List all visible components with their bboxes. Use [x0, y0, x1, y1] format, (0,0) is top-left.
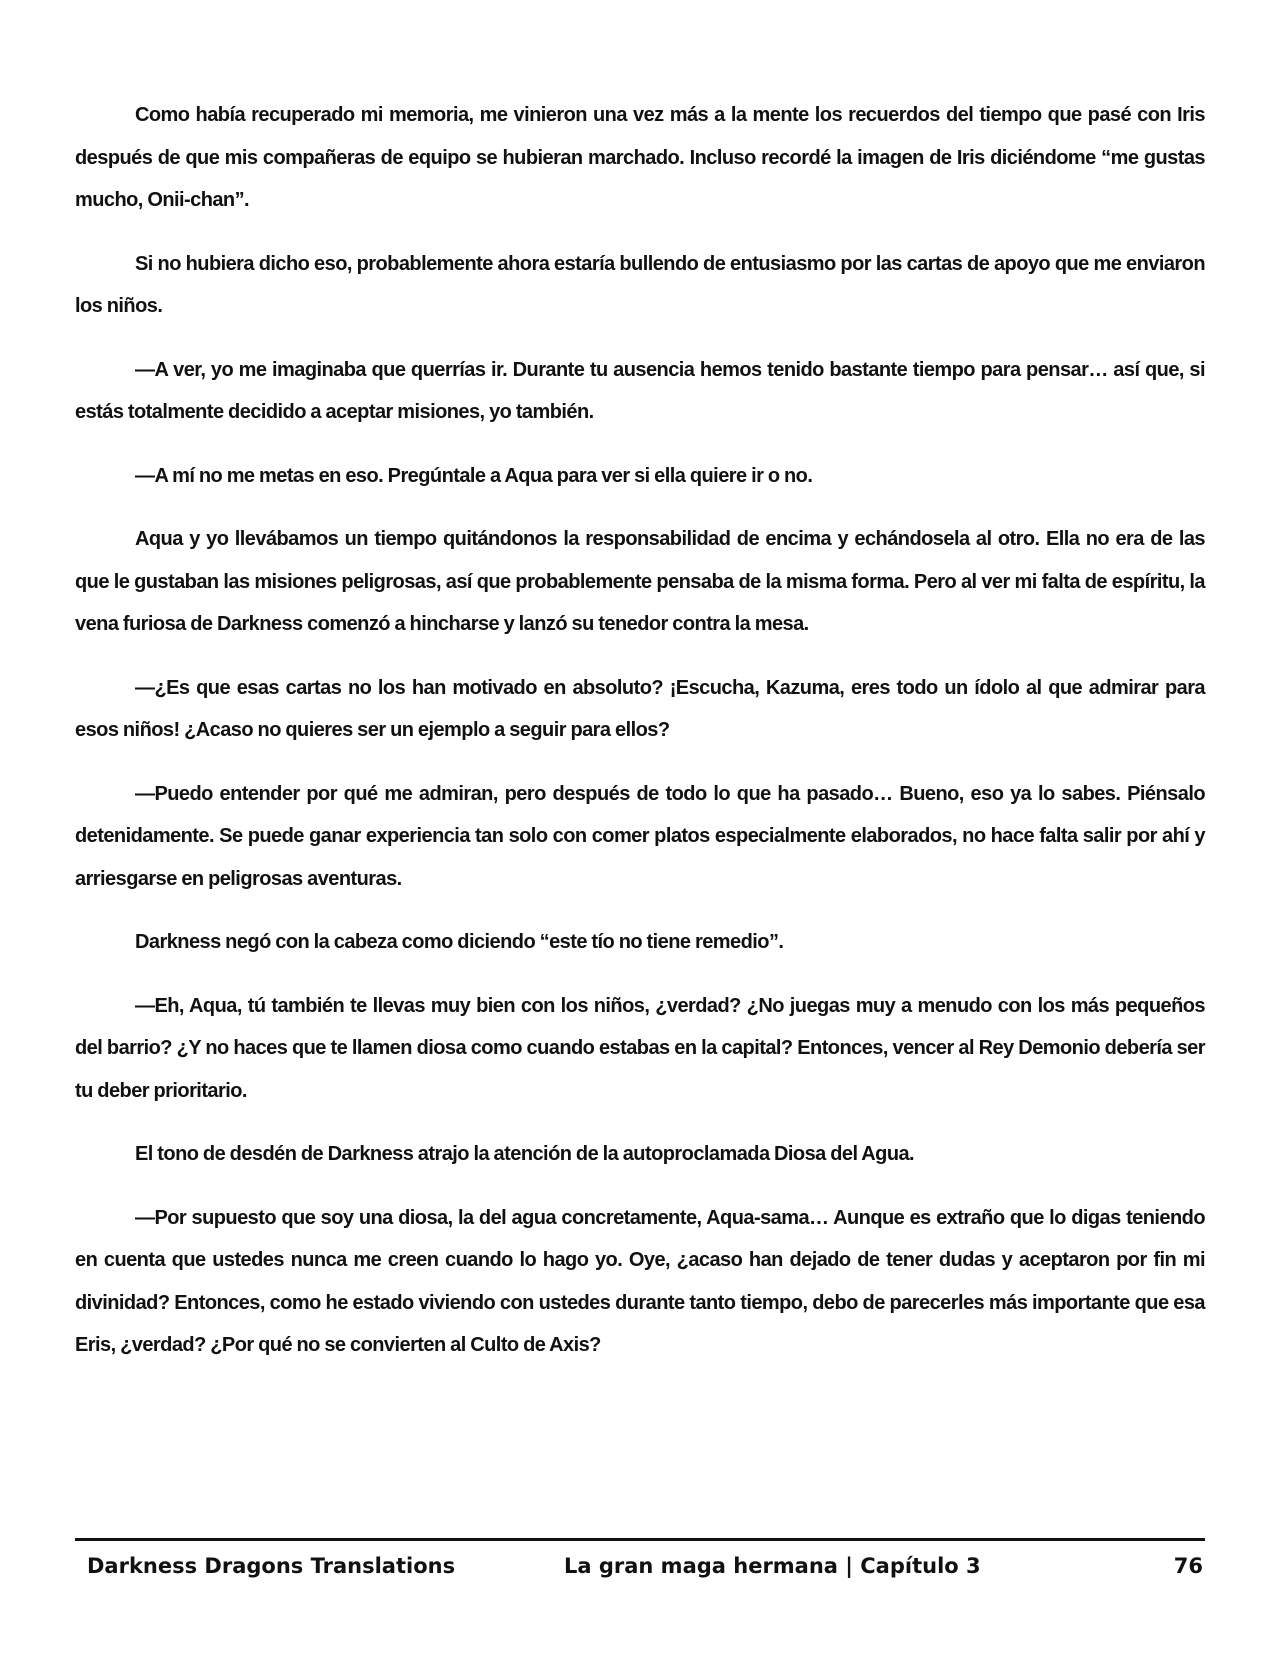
footer-page-number: 76 [1173, 1554, 1203, 1578]
paragraph: Si no hubiera dicho eso, probablemente ahora estaría bullendo de entusiasmo por las cartas de apoyo que me enviaron los niños. [75, 252, 1205, 317]
paragraph: El tono de desdén de Darkness atrajo la atención de la autoproclamada Diosa del Agua. [135, 1143, 915, 1165]
footer-divider [75, 1538, 1205, 1541]
footer-chapter-title: La gran maga hermana | Capítulo 3 [564, 1554, 981, 1578]
paragraph: —A mí no me metas en eso. Pregúntale a Aqua para ver si ella quiere ir o no. [135, 464, 813, 487]
paragraph: Darkness negó con la cabeza como diciendo “este tío no tiene remedio”. [135, 931, 784, 953]
page-footer [75, 1548, 1205, 1584]
paragraph: Como había recuperado mi memoria, me vinieron una vez más a la mente los recuerdos del tiempo que pasé con Iris después de que mis compañeras de equipo se hubieran marchado. Incluso recordé la imagen de Iris diciéndome “me gustas mucho, Onii-chan”. [75, 104, 1205, 211]
paragraph: —¿Es que esas cartas no los han motivado en absoluto? ¡Escucha, Kazuma, eres todo un ídolo al que admirar para esos niños! ¿Acaso no quieres ser un ejemplo a seguir para ellos? [75, 676, 1205, 741]
paragraph: —A ver, yo me imaginaba que querrías ir. Durante tu ausencia hemos tenido bastante tiempo para pensar… así que, si estás totalmente decidido a aceptar misiones, yo también. [75, 358, 1205, 423]
footer-translator-credit: Darkness Dragons Translations [87, 1554, 456, 1578]
paragraph: —Puedo entender por qué me admiran, pero después de todo lo que ha pasado… Bueno, eso ya lo sabes. Piénsalo detenidamente. Se puede ganar experiencia tan solo con comer platos especialmente elaborados, no hace falta salir por ahí y arriesgarse en peligrosas aventuras. [75, 782, 1205, 890]
paragraph: —Eh, Aqua, tú también te llevas muy bien con los niños, ¿verdad? ¿No juegas muy a menudo con los más pequeños del barrio? ¿Y no haces que te llamen diosa como cuando estabas en la capital? Entonces, vencer al Rey Demonio debería ser tu deber prioritario. [75, 994, 1205, 1102]
paragraph: —Por supuesto que soy una diosa, la del agua concretamente, Aqua-sama… Aunque es extraño que lo digas teniendo en cuenta que ustedes nunca me creen cuando lo hago yo. Oye, ¿acaso han dejado de tener dudas y aceptaron por fin mi divinidad? Entonces, como he estado viviendo con ustedes durante tanto tiempo, debo de parecerles más importante que esa Eris, ¿verdad? ¿Por qué no se convierten al Culto de Axis? [75, 1206, 1205, 1356]
body-text [75, 94, 1205, 1388]
paragraph: Aqua y yo llevábamos un tiempo quitándonos la responsabilidad de encima y echándosela al otro. Ella no era de las que le gustaban las misiones peligrosas, así que probablemente pensaba de la misma forma. Pero al ver mi falta de espíritu, la vena furiosa de Darkness comenzó a hincharse y lanzó su tenedor contra la mesa. [75, 528, 1205, 635]
